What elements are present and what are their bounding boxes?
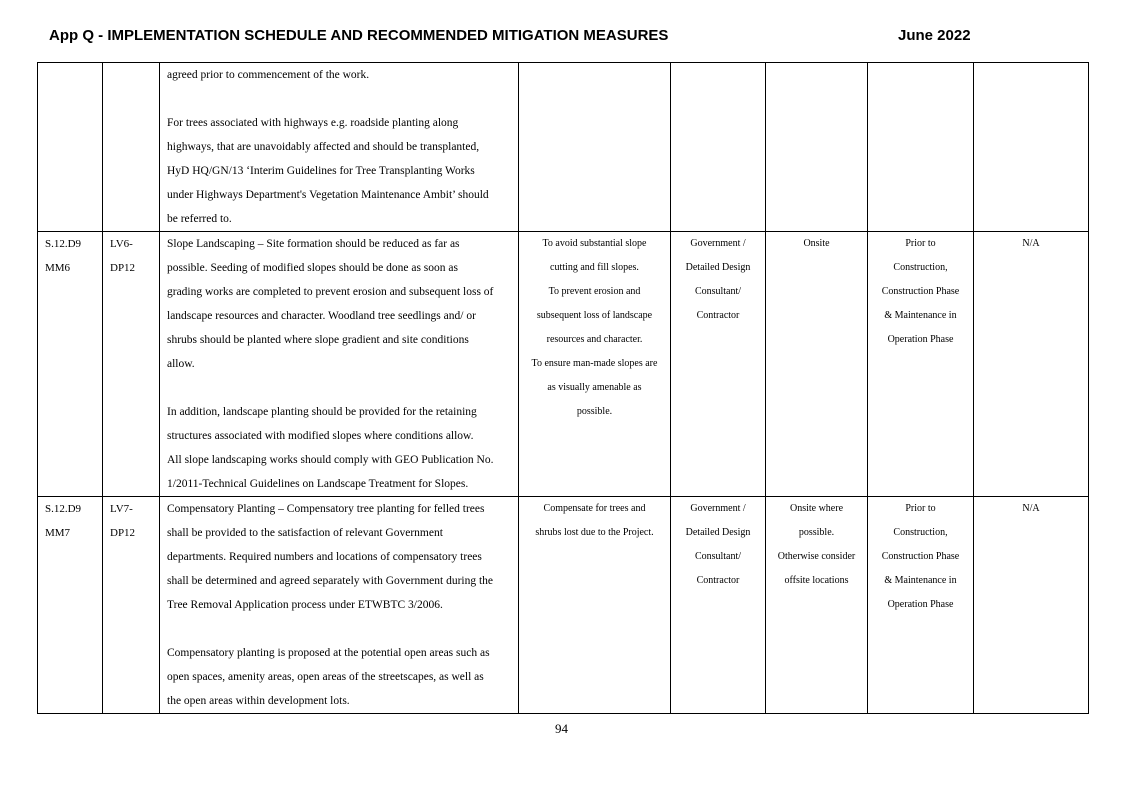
cell-text-line: To ensure man-made slopes are [531, 358, 658, 369]
page-header-title: App Q - IMPLEMENTATION SCHEDULE AND RECOMMENDED MITIGATION MEASURES [49, 27, 669, 44]
implementation-stage-cell [868, 497, 974, 714]
cell-text-line: be referred to. [167, 213, 232, 225]
cell-text-line: N/A [1022, 503, 1040, 514]
cell-text-line: For trees associated with highways e.g. roadside planting along [167, 117, 459, 129]
table-row [38, 232, 1089, 497]
cell-text-line: Detailed Design [685, 527, 751, 538]
cell-text-line: HyD HQ/GN/13 ‘Interim Guidelines for Tree Transplanting Works [167, 165, 475, 177]
cell-text-line: Compensatory planting is proposed at the potential open areas such as [167, 647, 490, 659]
cell-text-line: Onsite [803, 238, 830, 249]
cell-text-line: Contractor [696, 310, 740, 321]
cell-text-line: & Maintenance in [884, 310, 957, 321]
cell-text-line: DP12 [110, 527, 136, 539]
cell-text-line: LV6- [110, 238, 133, 250]
ref-cell [38, 232, 103, 497]
cell-text-line: Otherwise consider [777, 551, 856, 562]
cell-text-line: S.12.D9 [45, 503, 82, 515]
cell-text-line: grading works are completed to prevent erosion and subsequent loss of [167, 286, 494, 298]
cell-text-line: agreed prior to commencement of the work. [167, 69, 370, 81]
cell-text-line: Government / [690, 238, 746, 249]
cell-text-line: To prevent erosion and [548, 286, 641, 297]
cell-text-line: resources and character. [546, 334, 643, 345]
cell-text-line: landscape resources and character. Woodland tree seedlings and/ or [167, 310, 476, 322]
cell-text-line: Construction Phase [881, 551, 960, 562]
implementation-stage-cell [868, 232, 974, 497]
requirements-cell [974, 63, 1089, 232]
cell-text-line: Consultant/ [694, 551, 742, 562]
cell-text-line: offsite locations [784, 575, 849, 586]
implementation-schedule-table [37, 62, 1089, 714]
cell-text-line: Compensatory Planting – Compensatory tree planting for felled trees [167, 503, 485, 515]
mitigation-measure-cell [160, 63, 519, 232]
requirements-cell [974, 497, 1089, 714]
cell-text-line: as visually amenable as [547, 382, 642, 393]
cell-text-line: Construction, [893, 527, 948, 538]
measure-code-cell [103, 232, 160, 497]
objectives-cell [519, 232, 671, 497]
cell-text-line: departments. Required numbers and locations of compensatory trees [167, 551, 482, 563]
cell-text-line: open spaces, amenity areas, open areas of the streetscapes, as well as [167, 671, 484, 683]
ref-cell [38, 63, 103, 232]
table-row [38, 63, 1089, 232]
measure-code-cell [103, 63, 160, 232]
cell-text-line: In addition, landscape planting should be provided for the retaining [167, 406, 477, 418]
cell-text-line: shall be determined and agreed separately with Government during the [167, 575, 494, 587]
location-cell [766, 497, 868, 714]
cell-text-line: subsequent loss of landscape [536, 310, 653, 321]
cell-text-line: shrubs should be planted where slope gradient and site conditions [167, 334, 469, 346]
requirements-cell [974, 232, 1089, 497]
cell-text-line: Contractor [696, 575, 740, 586]
cell-text-line: MM6 [45, 262, 71, 274]
objectives-cell [519, 63, 671, 232]
ref-cell [38, 497, 103, 714]
page-header-date: June 2022 [898, 27, 971, 44]
cell-text-line: LV7- [110, 503, 133, 515]
mitigation-measure-cell [160, 232, 519, 497]
cell-text-line: shall be provided to the satisfaction of relevant Government [167, 527, 443, 539]
cell-text-line: Onsite where [789, 503, 844, 514]
cell-text-line: under Highways Department's Vegetation Maintenance Ambit’ should [167, 189, 489, 201]
cell-text-line: Prior to [905, 238, 936, 249]
cell-text-line: possible. [576, 406, 613, 417]
cell-text-line: possible. Seeding of modified slopes should be done as soon as [167, 262, 458, 274]
cell-text-line: Tree Removal Application process under ETWBTC 3/2006. [167, 599, 443, 611]
location-cell [766, 63, 868, 232]
cell-text-line: Consultant/ [694, 286, 742, 297]
cell-text-line: allow. [167, 358, 195, 370]
cell-text-line: the open areas within development lots. [167, 695, 350, 707]
cell-text-line: Operation Phase [887, 334, 954, 345]
cell-text-line: All slope landscaping works should comply with GEO Publication No. [167, 454, 494, 466]
cell-text-line: N/A [1022, 238, 1040, 249]
cell-text-line: Compensate for trees and [543, 503, 646, 514]
implementation-agent-cell [671, 497, 766, 714]
cell-text-line: cutting and fill slopes. [550, 262, 639, 273]
cell-text-line: Construction, [893, 262, 948, 273]
mitigation-measure-cell [160, 497, 519, 714]
location-cell [766, 232, 868, 497]
cell-text-line: structures associated with modified slopes where conditions allow. [167, 430, 474, 442]
cell-text-line: Government / [690, 503, 746, 514]
table-row [38, 497, 1089, 714]
cell-text-line: Detailed Design [685, 262, 751, 273]
page-number: 94 [555, 721, 568, 736]
implementation-stage-cell [868, 63, 974, 232]
cell-text-line: 1/2011-Technical Guidelines on Landscape Treatment for Slopes. [167, 478, 469, 490]
cell-text-line: To avoid substantial slope [542, 238, 647, 249]
cell-text-line: Construction Phase [881, 286, 960, 297]
cell-text-line: MM7 [45, 527, 71, 539]
cell-text-line: highways, that are unavoidably affected and should be transplanted, [167, 141, 480, 153]
cell-text-line: Prior to [905, 503, 936, 514]
cell-text-line: shrubs lost due to the Project. [535, 527, 654, 538]
implementation-agent-cell [671, 63, 766, 232]
cell-text-line: DP12 [110, 262, 136, 274]
measure-code-cell [103, 497, 160, 714]
cell-text-line: Operation Phase [887, 599, 954, 610]
cell-text-line: & Maintenance in [884, 575, 957, 586]
objectives-cell [519, 497, 671, 714]
cell-text-line: Slope Landscaping – Site formation should be reduced as far as [167, 238, 460, 250]
cell-text-line: possible. [798, 527, 835, 538]
cell-text-line: S.12.D9 [45, 238, 82, 250]
implementation-agent-cell [671, 232, 766, 497]
